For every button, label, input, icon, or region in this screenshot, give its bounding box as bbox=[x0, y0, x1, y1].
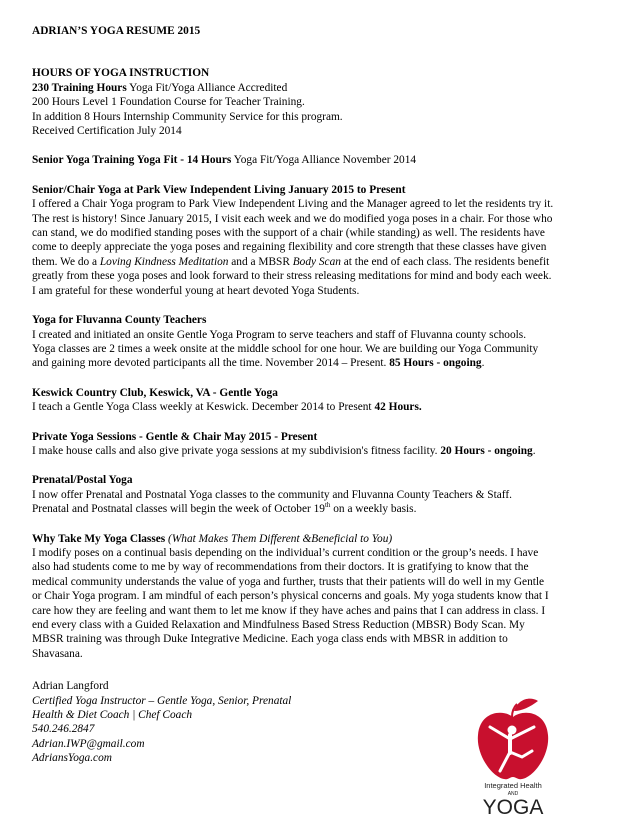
keswick-section bbox=[32, 386, 612, 415]
fluvanna-hours: 85 Hours - ongoing bbox=[389, 357, 482, 370]
hours-heading: HOURS OF YOGA INSTRUCTION bbox=[32, 67, 210, 80]
keswick-text: I teach a Gentle Yoga Class weekly at Keswick. December 2014 to Present bbox=[32, 401, 375, 414]
why-heading-italic: (What Makes Them Different &Beneficial to You) bbox=[165, 532, 393, 545]
fluvanna-line: I created and initiated an onsite Gentle Yoga Program to serve teachers and staff of Fluvanna county schools. bbox=[32, 328, 527, 341]
park-view-line: The rest is history! Since January 2015, I visit each week and we do modified yoga poses in a chair. For those who bbox=[32, 212, 553, 225]
park-view-line: I offered a Chair Yoga program to Park View Independent Living and the Manager agreed to let the residents try it. bbox=[32, 198, 554, 211]
private-section bbox=[32, 430, 612, 459]
senior-training-section bbox=[32, 153, 612, 167]
prenatal-heading: Prenatal/Postal Yoga bbox=[32, 474, 133, 487]
fluvanna-section bbox=[32, 313, 612, 371]
signature-email: Adrian.IWP@gmail.com bbox=[32, 737, 145, 750]
prenatal-section bbox=[32, 473, 612, 516]
senior-training-bold: Senior Yoga Training Yoga Fit - 14 Hours bbox=[32, 154, 232, 167]
why-line: care how they are feeling and want them to let me know if they have aches and pains that I can address in class. I bbox=[32, 604, 546, 617]
park-view-text: them. We do a bbox=[32, 255, 100, 268]
prenatal-text: Prenatal and Postnatal classes will begin the week of October 19 bbox=[32, 503, 325, 516]
hours-section bbox=[32, 66, 612, 138]
why-line: MBSR training was through Duke Integrative Medicine. Each yoga class ends with MBSR in addition to bbox=[32, 633, 508, 646]
prenatal-line: I now offer Prenatal and Postnatal Yoga classes to the community and Fluvanna County Teachers & Staff. bbox=[32, 488, 512, 501]
training-hours-line bbox=[32, 81, 612, 95]
body-scan-italic: Body Scan bbox=[292, 255, 341, 268]
hours-line-2: 200 Hours Level 1 Foundation Course for Teacher Training. bbox=[32, 96, 305, 109]
resume-title: ADRIAN’S YOGA RESUME 2015 bbox=[32, 25, 201, 37]
signature-website: AdriansYoga.com bbox=[32, 752, 112, 765]
why-heading bbox=[32, 532, 612, 546]
why-line: medical community understands the value of yoga and further, trusts that their patients will do well in my Gentle bbox=[32, 575, 545, 588]
park-view-line bbox=[32, 255, 612, 269]
hours-line-3: In addition 8 Hours Internship Community Service for this program. bbox=[32, 110, 343, 123]
why-heading-bold: Why Take My Yoga Classes bbox=[32, 532, 166, 545]
park-view-line: I am grateful for these wonderful young at heart devoted Yoga Students. bbox=[32, 284, 360, 297]
logo-line-3: YOGA bbox=[482, 796, 544, 815]
training-hours-rest: Yoga Fit/Yoga Alliance Accredited bbox=[126, 81, 288, 94]
park-view-line: come to deeply appreciate the yoga poses and regaining flexibility and core strength that these classes have given bbox=[32, 241, 547, 254]
why-line: end every class with a Guided Relaxation and Mindfulness Based Stress Reduction (MBSR) Body Scan. My bbox=[32, 619, 525, 631]
private-line bbox=[32, 444, 612, 458]
park-view-text: and a MBSR bbox=[228, 255, 293, 268]
prenatal-line bbox=[32, 502, 612, 516]
private-text: . bbox=[532, 444, 536, 457]
park-view-text: at the end of each class. The residents benefit bbox=[340, 255, 550, 268]
senior-training-line bbox=[32, 153, 612, 167]
fluvanna-line: Yoga classes are 2 times a week onsite at the middle school for one hour. We are building our Yoga Community bbox=[32, 342, 539, 355]
signature-phone: 540.246.2847 bbox=[32, 723, 95, 736]
loving-kindness-italic: Loving Kindness Meditation bbox=[99, 255, 229, 268]
fluvanna-line bbox=[32, 356, 612, 370]
keswick-line bbox=[32, 400, 612, 414]
park-view-line: can stand, we do modified standing poses with the support of a chair (while standing) as well. The residents have bbox=[32, 227, 545, 240]
why-section bbox=[32, 532, 612, 662]
why-line: Shavasana. bbox=[32, 647, 83, 660]
signature-title: Certified Yoga Instructor – Gentle Yoga, Senior, Prenatal bbox=[32, 694, 292, 707]
ordinal-suffix: th bbox=[324, 501, 331, 510]
senior-training-rest: Yoga Fit/Yoga Alliance November 2014 bbox=[231, 154, 417, 167]
training-hours-bold: 230 Training Hours bbox=[32, 81, 127, 94]
why-line: also had students come to me by way of recommendations from their doctors. It is gratifying to know that the bbox=[32, 561, 529, 574]
fluvanna-heading: Yoga for Fluvanna County Teachers bbox=[32, 314, 207, 327]
fluvanna-text: and gaining more devoted participants all the time. November 2014 – Present. bbox=[32, 357, 390, 370]
park-view-line: greatly from these yoga poses and look forward to their stress releasing meditations for mind and body each week. bbox=[32, 270, 552, 283]
signature-coach: Health & Diet Coach | Chef Coach bbox=[32, 709, 193, 722]
fluvanna-text: . bbox=[481, 357, 485, 370]
why-line: I modify poses on a continual basis depending on the individual’s current condition or the group’s needs. I have bbox=[32, 546, 539, 559]
park-view-section bbox=[32, 183, 612, 298]
logo-line-1: Integrated Health bbox=[484, 781, 542, 790]
private-heading: Private Yoga Sessions - Gentle & Chair May 2015 - Present bbox=[32, 430, 318, 443]
keswick-hours: 42 Hours. bbox=[374, 401, 422, 414]
private-text: I make house calls and also give private yoga sessions at my subdivision's fitness facility. bbox=[32, 444, 441, 457]
logo-line-2: AND bbox=[507, 791, 519, 797]
integrated-health-yoga-logo bbox=[470, 697, 556, 815]
prenatal-text: on a weekly basis. bbox=[330, 503, 417, 516]
keswick-heading: Keswick Country Club, Keswick, VA - Gentle Yoga bbox=[32, 386, 278, 399]
resume-document bbox=[32, 24, 612, 766]
park-view-heading: Senior/Chair Yoga at Park View Independent Living January 2015 to Present bbox=[32, 183, 406, 196]
leaf-icon bbox=[514, 699, 538, 711]
apple-icon bbox=[478, 713, 548, 779]
private-hours: 20 Hours - ongoing bbox=[440, 444, 533, 457]
signature-name: Adrian Langford bbox=[32, 680, 109, 693]
hours-line-4: Received Certification July 2014 bbox=[32, 125, 182, 138]
why-line: or Chair Yoga program. I am mindful of each person’s physical concerns and goals. My yoga students know that I bbox=[32, 590, 549, 603]
